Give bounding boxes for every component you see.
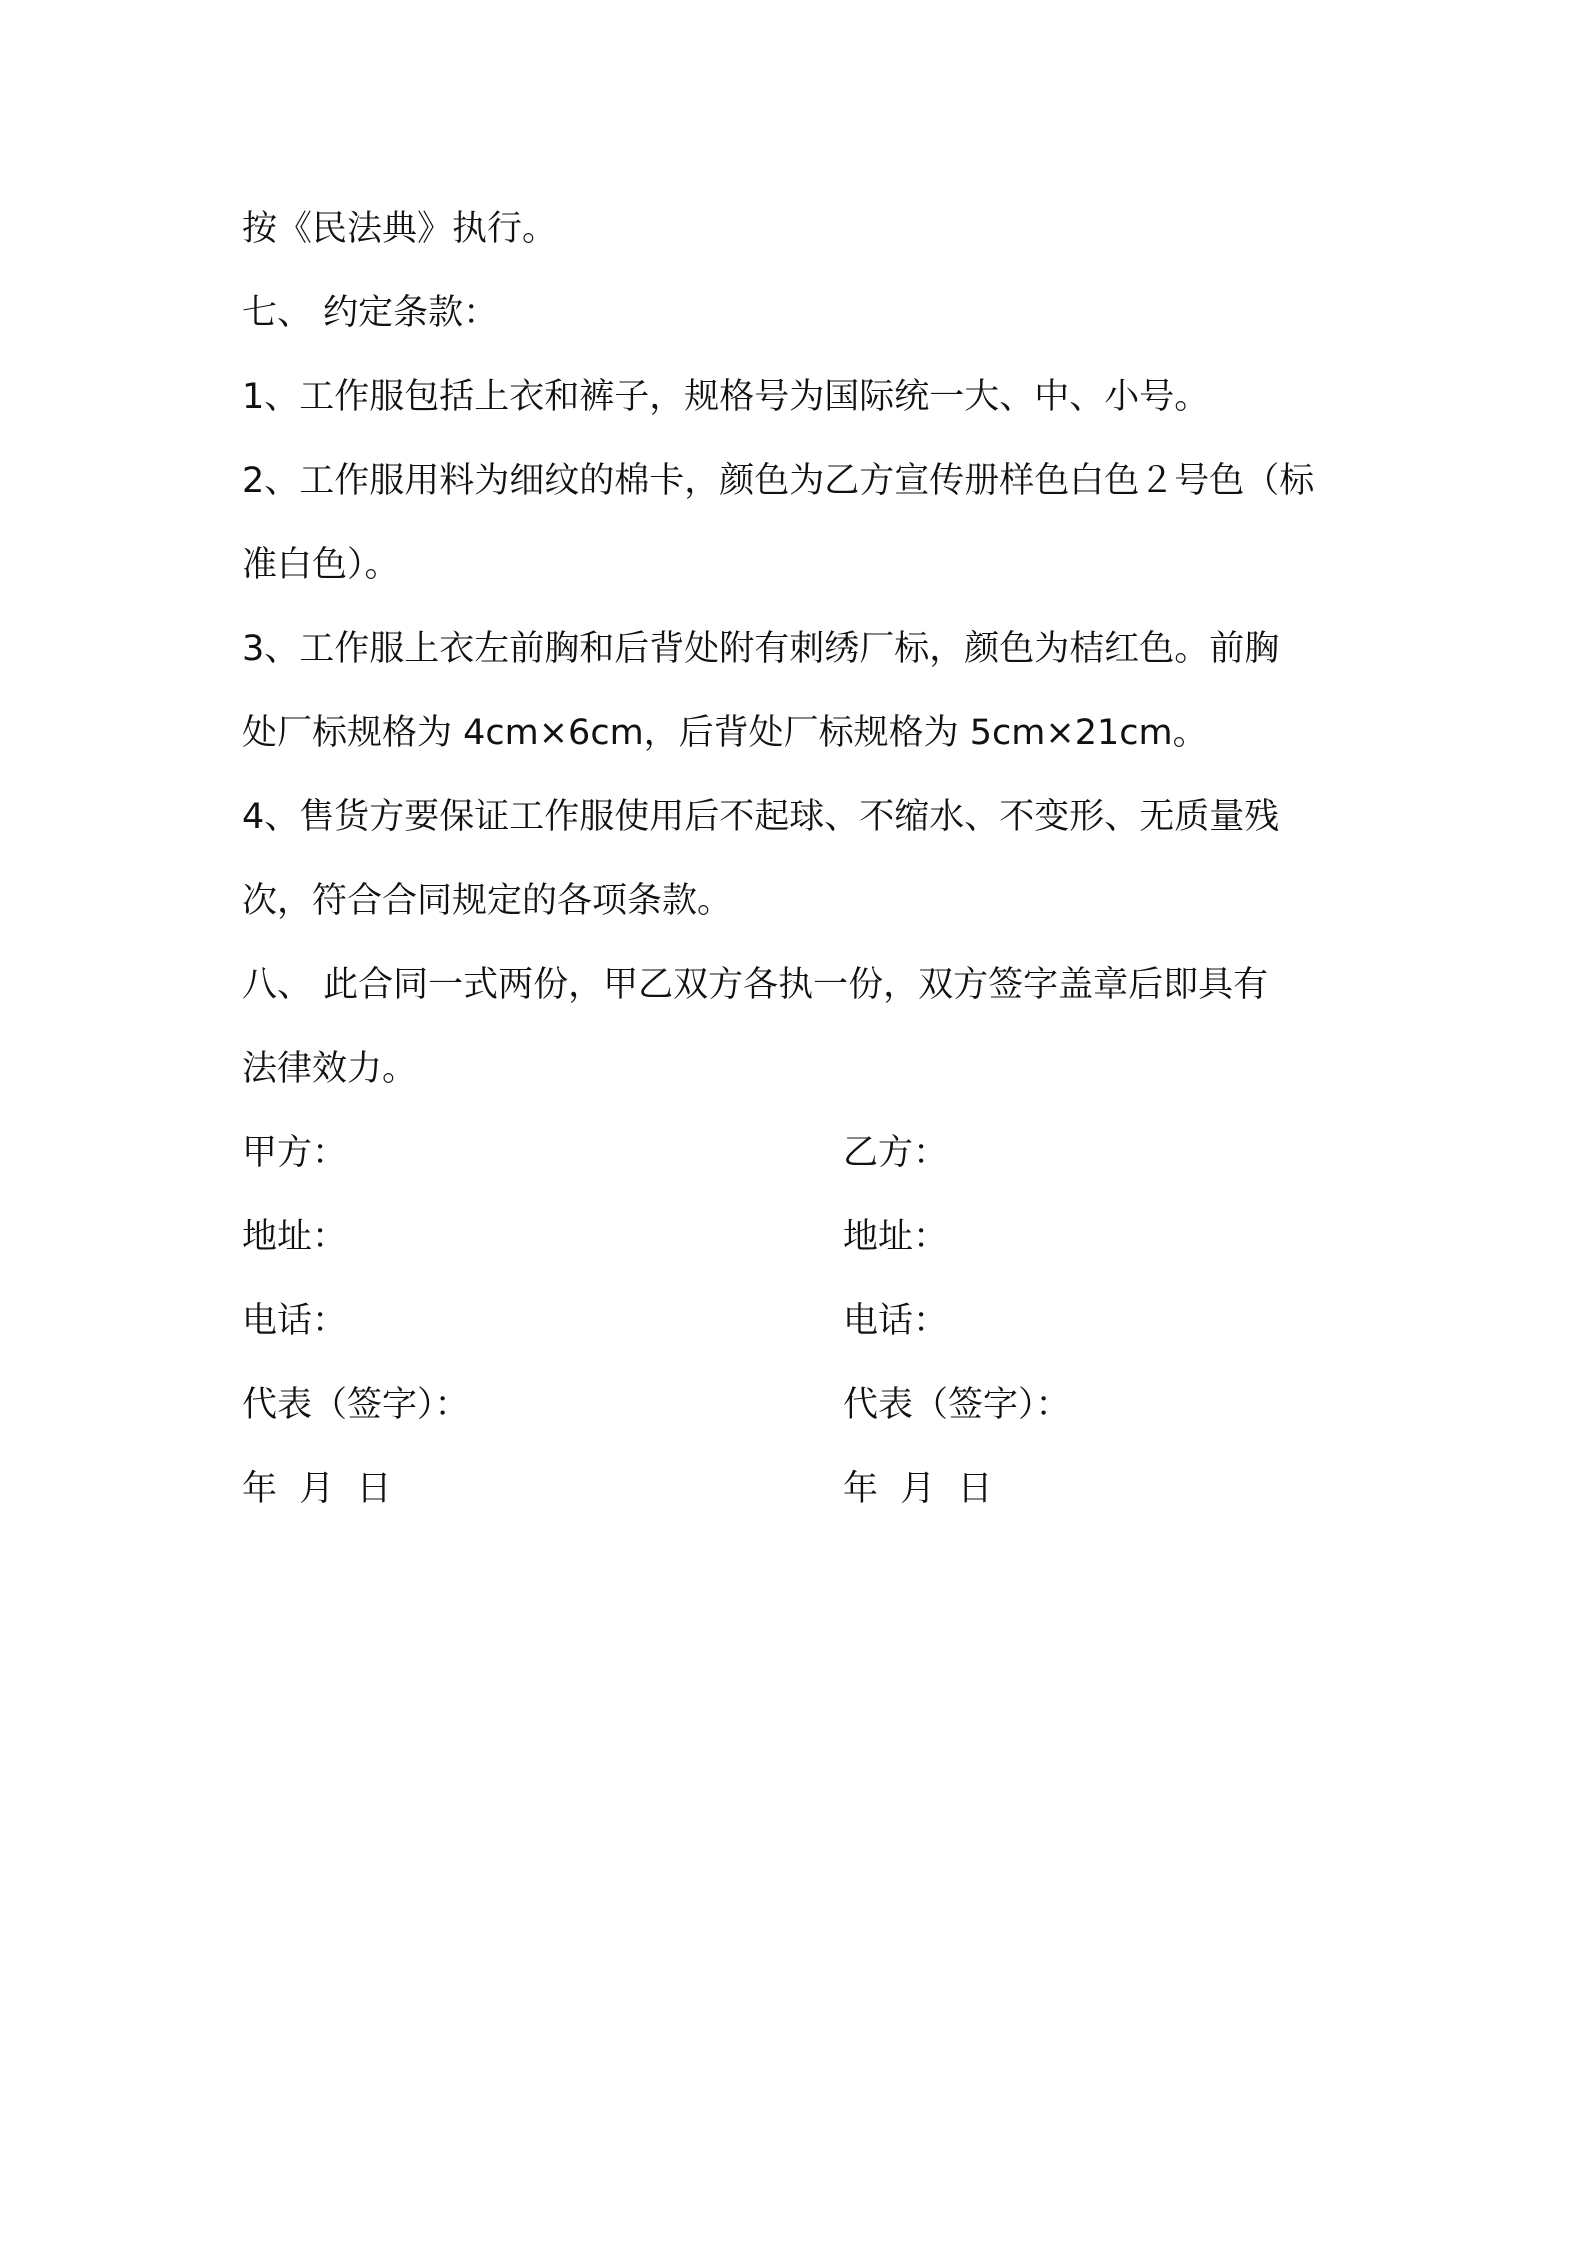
party-b-name-label: 乙方：	[843, 1133, 949, 1173]
party-b-phone-label: 电话：	[843, 1301, 949, 1341]
clause-2: 2、工作服用料为细纹的棉卡，颜色为乙方宣传册样色白色２号色（标	[242, 461, 1315, 501]
clause-4-continued: 次，符合合同规定的各项条款。	[242, 881, 733, 921]
section-heading-eight: 八、 此合同一式两份，甲乙双方各执一份，双方签字盖章后即具有	[242, 965, 1269, 1005]
party-a-name-label: 甲方：	[242, 1133, 348, 1173]
party-a-address-label: 地址：	[242, 1217, 348, 1257]
clause-4: 4、售货方要保证工作服使用后不起球、不缩水、不变形、无质量残	[242, 797, 1280, 837]
clause-3: 3、工作服上衣左前胸和后背处附有刺绣厂标，颜色为桔红色。前胸	[242, 629, 1280, 669]
party-b-date-label: 年 月 日	[843, 1469, 993, 1509]
party-b-representative-label: 代表（签字）：	[843, 1385, 1071, 1425]
clause-1: 1、工作服包括上衣和裤子，规格号为国际统一大、中、小号。	[242, 377, 1210, 417]
clause-3-continued: 处厂标规格为 4cm×6cm，后背处厂标规格为 5cm×21cm。	[242, 713, 1208, 753]
party-b-address-label: 地址：	[843, 1217, 949, 1257]
party-a-date-label: 年 月 日	[242, 1469, 392, 1509]
section-eight-continued: 法律效力。	[242, 1049, 418, 1089]
clause-2-continued: 准白色）。	[242, 545, 400, 585]
party-a-representative-label: 代表（签字）：	[242, 1385, 470, 1425]
section-heading-seven: 七、 约定条款：	[242, 293, 499, 333]
text-line: 按《民法典》执行。	[242, 209, 558, 249]
party-a-phone-label: 电话：	[242, 1301, 348, 1341]
